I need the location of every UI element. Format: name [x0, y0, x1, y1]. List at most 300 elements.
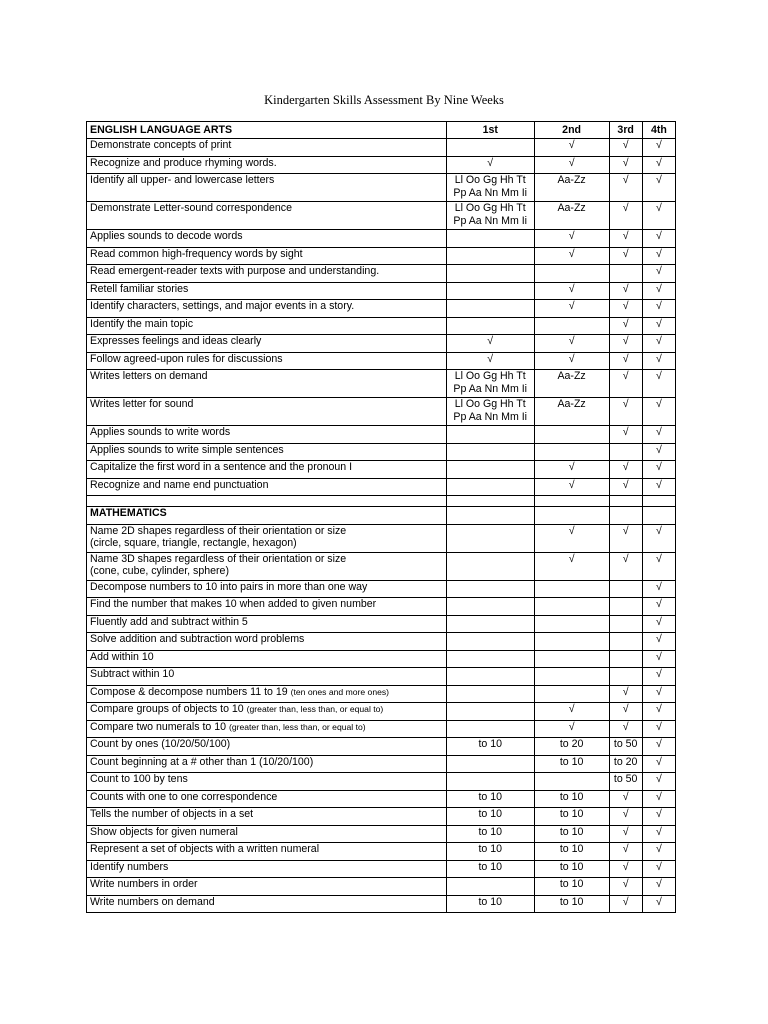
cell-value: √ [622, 860, 629, 873]
document-title: Kindergarten Skills Assessment By Nine Weeks [264, 93, 504, 107]
cell-value: √ [622, 247, 629, 260]
cell-q2 [534, 352, 609, 370]
table-row [87, 317, 676, 335]
cell-value: √ [655, 352, 662, 365]
table-row [87, 461, 676, 479]
cell-value: √ [655, 580, 662, 593]
skill-text: Compare groups of objects to 10 [90, 703, 244, 715]
cell-value: √ [655, 598, 662, 610]
cell-q1 [446, 685, 534, 703]
cell-value: to 10 [478, 843, 502, 855]
table-row [87, 703, 676, 721]
skill-cell [87, 773, 447, 791]
cell-q4 [642, 598, 675, 616]
cell-value: √ [487, 335, 494, 347]
header-q1: 1st [446, 122, 534, 139]
cell-q2 [534, 524, 609, 552]
cell-q4 [642, 790, 675, 808]
cell-value: √ [655, 300, 662, 312]
table-row [87, 650, 676, 668]
empty-cell [609, 496, 642, 507]
cell-q2 [534, 878, 609, 896]
cell-q4 [642, 247, 675, 265]
cell-q4 [642, 668, 675, 686]
table-row [87, 174, 676, 202]
skill-cell [87, 230, 447, 248]
cell-q2 [534, 174, 609, 202]
cell-value: √ [655, 773, 662, 785]
skill-cell [87, 202, 447, 230]
cell-value: √ [622, 352, 629, 365]
cell-q1 [446, 755, 534, 773]
cell-q1 [446, 478, 534, 496]
cell-q1 [446, 335, 534, 353]
cell-q4 [642, 139, 675, 157]
table-row [87, 335, 676, 353]
cell-q3 [609, 790, 642, 808]
cell-value: Aa-Zz [557, 174, 586, 186]
cell-value: to 10 [478, 808, 502, 820]
cell-q3 [609, 156, 642, 174]
cell-value: to 10 [559, 808, 584, 820]
cell-value: √ [655, 174, 662, 186]
cell-value: √ [622, 426, 629, 438]
cell-value: √ [655, 703, 662, 715]
cell-q3 [609, 878, 642, 896]
cell-q4 [642, 300, 675, 318]
section-heading-row [87, 507, 676, 525]
skill-cell [87, 685, 447, 703]
cell-value: √ [622, 139, 629, 151]
table-row [87, 426, 676, 444]
cell-value: √ [622, 825, 629, 838]
skill-text-line2: (circle, square, triangle, rectangle, hexagon) [90, 537, 297, 549]
cell-q3 [609, 825, 642, 843]
skill-text: Writes letter for sound [90, 398, 194, 410]
cell-q1 [446, 825, 534, 843]
skill-cell [87, 633, 447, 651]
skill-text: Subtract within 10 [90, 668, 175, 680]
cell-q1 [446, 773, 534, 791]
cell-q3 [609, 426, 642, 444]
cell-q1 [446, 615, 534, 633]
cell-value: √ [568, 478, 575, 491]
cell-value: √ [655, 633, 662, 645]
cell-q3 [609, 552, 642, 580]
cell-value: √ [568, 156, 575, 169]
cell-value: √ [622, 174, 629, 186]
skill-cell [87, 461, 447, 479]
table-body [87, 139, 676, 913]
cell-value: √ [568, 247, 575, 260]
math-heading: MATHEMATICS [87, 507, 447, 525]
cell-value: √ [655, 668, 662, 680]
cell-value: √ [655, 650, 662, 663]
cell-value: √ [655, 282, 662, 295]
skill-cell [87, 398, 447, 426]
skill-text: Applies sounds to decode words [90, 230, 243, 242]
assessment-table [86, 121, 676, 913]
table-row [87, 247, 676, 265]
skill-note: (ten ones and more ones) [290, 686, 390, 697]
table-row [87, 202, 676, 230]
table-row [87, 685, 676, 703]
skill-text: Recognize and name end punctuation [90, 478, 269, 491]
skill-text: Write numbers on demand [90, 895, 215, 908]
skill-text: Identify characters, settings, and major events in a story. [90, 300, 355, 312]
skill-cell [87, 335, 447, 353]
cell-value: √ [655, 790, 662, 803]
cell-q1 [446, 633, 534, 651]
cell-q2 [534, 650, 609, 668]
empty-cell [609, 507, 642, 525]
table-row [87, 755, 676, 773]
skill-cell [87, 860, 447, 878]
cell-q2 [534, 790, 609, 808]
cell-value: √ [655, 265, 662, 277]
cell-value: to 10 [478, 790, 502, 803]
cell-value: √ [622, 720, 629, 733]
cell-q4 [642, 524, 675, 552]
cell-q2 [534, 370, 609, 398]
cell-value: √ [655, 860, 662, 873]
cell-value: √ [655, 685, 662, 698]
cell-q3 [609, 443, 642, 461]
cell-value: Ll Oo Gg Hh Tt [454, 202, 526, 214]
skill-cell [87, 282, 447, 300]
table-row [87, 524, 676, 552]
cell-q1 [446, 843, 534, 861]
skill-cell [87, 317, 447, 335]
cell-value-line2: Pp Aa Nn Mm Ii [453, 186, 528, 199]
cell-q2 [534, 156, 609, 174]
cell-value: √ [568, 703, 575, 715]
cell-value: √ [568, 282, 575, 295]
skill-cell [87, 720, 447, 738]
cell-q4 [642, 202, 675, 230]
cell-value: √ [655, 370, 662, 382]
cell-value: √ [568, 230, 575, 242]
table-row [87, 398, 676, 426]
cell-q2 [534, 398, 609, 426]
cell-q4 [642, 552, 675, 580]
table-row [87, 552, 676, 580]
empty-cell [642, 507, 675, 525]
skill-text: Capitalize the first word in a sentence and the pronoun I [90, 461, 353, 473]
table-row [87, 808, 676, 826]
cell-value: √ [622, 790, 629, 803]
skill-text: Follow agreed-upon rules for discussions [90, 352, 283, 365]
cell-value: √ [487, 352, 494, 365]
cell-q3 [609, 247, 642, 265]
cell-q2 [534, 843, 609, 861]
cell-q3 [609, 808, 642, 826]
cell-value: to 10 [478, 738, 502, 750]
cell-value: √ [622, 202, 629, 214]
cell-value: to 10 [478, 895, 502, 908]
cell-value: √ [622, 370, 629, 382]
cell-q1 [446, 265, 534, 283]
cell-q4 [642, 878, 675, 896]
cell-value: √ [622, 685, 629, 698]
cell-q1 [446, 720, 534, 738]
cell-value: √ [568, 720, 575, 733]
skill-text: Write numbers in order [90, 878, 198, 890]
skill-text: Compose & decompose numbers 11 to 19 [90, 685, 288, 698]
table-row [87, 443, 676, 461]
cell-q1 [446, 352, 534, 370]
cell-q3 [609, 317, 642, 335]
empty-cell [642, 496, 675, 507]
cell-q1 [446, 668, 534, 686]
cell-q4 [642, 398, 675, 426]
cell-value: √ [655, 524, 662, 537]
table-row [87, 370, 676, 398]
table-row [87, 139, 676, 157]
cell-value: Ll Oo Gg Hh Tt [454, 398, 526, 410]
cell-value: √ [655, 738, 662, 750]
skill-note: (greater than, less than, or equal to) [228, 721, 366, 732]
cell-q3 [609, 352, 642, 370]
cell-value: √ [487, 156, 494, 169]
cell-value: √ [622, 317, 629, 330]
table-row [87, 790, 676, 808]
cell-q1 [446, 370, 534, 398]
skill-cell [87, 598, 447, 616]
skill-text: Tells the number of objects in a set [90, 808, 254, 820]
cell-q4 [642, 825, 675, 843]
cell-q3 [609, 773, 642, 791]
cell-value: √ [655, 755, 662, 768]
cell-value: √ [655, 443, 662, 456]
cell-q3 [609, 895, 642, 913]
cell-value: √ [655, 247, 662, 260]
cell-q2 [534, 580, 609, 598]
table-row [87, 895, 676, 913]
cell-value: √ [655, 720, 662, 733]
cell-q2 [534, 335, 609, 353]
skill-text: Identify all upper- and lowercase letters [90, 174, 275, 186]
skill-text: Name 3D shapes regardless of their orientation or size [90, 552, 347, 565]
skill-text: Represent a set of objects with a written numeral [90, 843, 320, 855]
cell-value: √ [655, 478, 662, 491]
table-row [87, 825, 676, 843]
skill-text: Fluently add and subtract within 5 [90, 615, 248, 628]
cell-q3 [609, 668, 642, 686]
header-q3: 3rd [609, 122, 642, 139]
cell-value: √ [622, 461, 629, 473]
cell-value: Ll Oo Gg Hh Tt [454, 174, 526, 186]
table-row [87, 668, 676, 686]
cell-q1 [446, 443, 534, 461]
skill-cell [87, 878, 447, 896]
table-header [87, 122, 676, 139]
cell-value: √ [622, 808, 629, 820]
cell-q3 [609, 230, 642, 248]
cell-q4 [642, 461, 675, 479]
cell-q2 [534, 230, 609, 248]
skill-cell [87, 174, 447, 202]
skill-cell [87, 156, 447, 174]
skill-text: Retell familiar stories [90, 282, 189, 295]
skill-text: Compare two numerals to 10 [90, 720, 227, 733]
cell-q3 [609, 738, 642, 756]
empty-cell [446, 496, 534, 507]
cell-value: √ [655, 398, 662, 410]
cell-q4 [642, 773, 675, 791]
cell-q3 [609, 685, 642, 703]
skill-cell [87, 703, 447, 721]
cell-value: √ [622, 895, 629, 908]
table-row [87, 352, 676, 370]
empty-cell [534, 496, 609, 507]
skill-text: Find the number that makes 10 when added to given number [90, 598, 377, 610]
table-row [87, 156, 676, 174]
skill-text: Applies sounds to write simple sentences [90, 443, 284, 456]
cell-value: √ [655, 139, 662, 151]
cell-value: √ [568, 335, 575, 347]
skill-text: Expresses feelings and ideas clearly [90, 335, 262, 347]
cell-value: to 50 [613, 773, 638, 785]
skill-cell [87, 650, 447, 668]
skill-cell [87, 247, 447, 265]
table-row [87, 300, 676, 318]
cell-q2 [534, 300, 609, 318]
table-row [87, 580, 676, 598]
cell-q2 [534, 738, 609, 756]
table-row [87, 860, 676, 878]
cell-q1 [446, 895, 534, 913]
cell-value: √ [655, 461, 662, 473]
cell-q4 [642, 443, 675, 461]
cell-value: √ [622, 398, 629, 410]
table-row [87, 633, 676, 651]
cell-q4 [642, 478, 675, 496]
cell-q4 [642, 808, 675, 826]
cell-value: √ [622, 230, 629, 242]
cell-q3 [609, 282, 642, 300]
cell-value: √ [622, 878, 629, 890]
skill-text: Demonstrate concepts of print [90, 139, 232, 151]
cell-value: √ [622, 282, 629, 295]
cell-q2 [534, 443, 609, 461]
cell-q4 [642, 174, 675, 202]
cell-value: to 20 [613, 755, 638, 768]
skill-cell [87, 139, 447, 157]
cell-q3 [609, 478, 642, 496]
cell-q4 [642, 755, 675, 773]
table-row [87, 230, 676, 248]
cell-q3 [609, 524, 642, 552]
empty-cell [446, 507, 534, 525]
header-q4: 4th [642, 122, 675, 139]
cell-q3 [609, 174, 642, 202]
skill-cell [87, 825, 447, 843]
skill-text: Recognize and produce rhyming words. [90, 156, 277, 169]
cell-q2 [534, 668, 609, 686]
cell-q2 [534, 633, 609, 651]
cell-value: to 10 [559, 790, 584, 803]
cell-q1 [446, 426, 534, 444]
skill-text: Demonstrate Letter-sound correspondence [90, 202, 292, 214]
skill-cell [87, 352, 447, 370]
cell-q3 [609, 633, 642, 651]
skill-cell [87, 265, 447, 283]
cell-value: √ [622, 478, 629, 491]
cell-q2 [534, 139, 609, 157]
skill-text: Solve addition and subtraction word problems [90, 633, 305, 645]
cell-q4 [642, 633, 675, 651]
cell-q3 [609, 335, 642, 353]
cell-q1 [446, 300, 534, 318]
cell-q3 [609, 580, 642, 598]
cell-value-line2: Pp Aa Nn Mm Ii [453, 214, 528, 227]
cell-q4 [642, 265, 675, 283]
header-q2: 2nd [534, 122, 609, 139]
cell-value: to 10 [559, 843, 584, 855]
cell-q3 [609, 650, 642, 668]
cell-value: √ [568, 300, 575, 312]
table-row [87, 478, 676, 496]
cell-q2 [534, 703, 609, 721]
cell-q4 [642, 895, 675, 913]
cell-q1 [446, 139, 534, 157]
cell-value: Ll Oo Gg Hh Tt [454, 370, 526, 382]
skill-cell [87, 370, 447, 398]
cell-q4 [642, 650, 675, 668]
cell-q1 [446, 703, 534, 721]
cell-q1 [446, 878, 534, 896]
cell-value: √ [655, 825, 662, 838]
cell-value-line2: Pp Aa Nn Mm Ii [453, 410, 528, 423]
cell-q2 [534, 426, 609, 444]
cell-q4 [642, 580, 675, 598]
skill-cell [87, 615, 447, 633]
skill-cell [87, 552, 447, 580]
cell-q2 [534, 860, 609, 878]
skill-text: Count by ones (10/20/50/100) [90, 738, 231, 750]
skill-text: Decompose numbers to 10 into pairs in more than one way [90, 580, 368, 593]
cell-q3 [609, 615, 642, 633]
cell-q1 [446, 524, 534, 552]
cell-q1 [446, 598, 534, 616]
skill-cell [87, 738, 447, 756]
skill-cell [87, 300, 447, 318]
cell-q3 [609, 598, 642, 616]
cell-q1 [446, 317, 534, 335]
skill-cell [87, 895, 447, 913]
cell-q3 [609, 398, 642, 426]
cell-value: √ [655, 808, 662, 820]
cell-q3 [609, 703, 642, 721]
cell-q4 [642, 685, 675, 703]
cell-q4 [642, 860, 675, 878]
cell-q4 [642, 335, 675, 353]
cell-q2 [534, 615, 609, 633]
skill-cell [87, 524, 447, 552]
cell-q1 [446, 156, 534, 174]
cell-value: √ [622, 552, 629, 565]
skill-text: Name 2D shapes regardless of their orientation or size [90, 524, 347, 537]
cell-value: √ [655, 156, 662, 169]
cell-q1 [446, 461, 534, 479]
cell-value: √ [568, 524, 575, 537]
cell-q4 [642, 426, 675, 444]
cell-q4 [642, 352, 675, 370]
cell-value: Aa-Zz [557, 398, 586, 410]
skill-cell [87, 843, 447, 861]
cell-value: to 10 [559, 895, 584, 908]
